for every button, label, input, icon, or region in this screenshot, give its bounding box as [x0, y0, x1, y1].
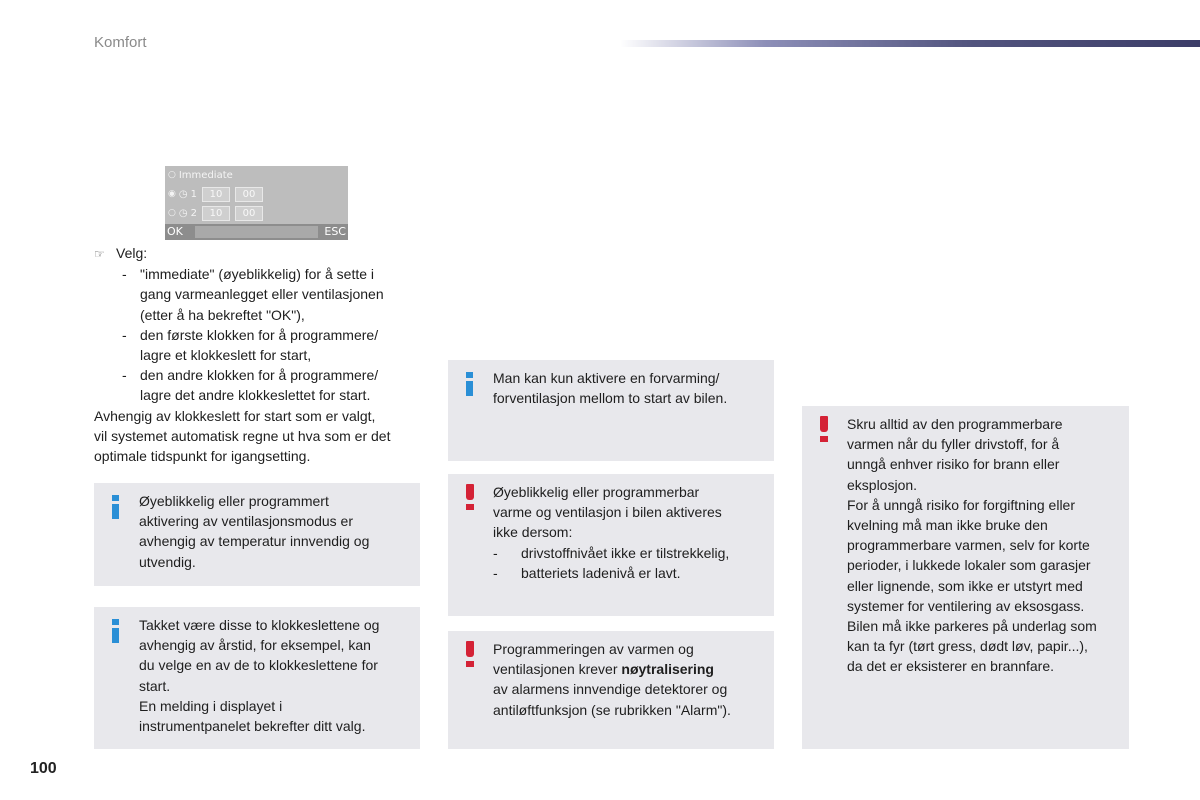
warning-box-conditions: Øyeblikkelig eller programmerbar varme og ventilasjon i bilen aktiveres ikke dersom: - drivstoffnivået ikke er tilstrekkelig, - batteriets ladenivå er lavt. — [448, 474, 774, 616]
instruction-lead: Velg: — [116, 245, 148, 261]
display-ok-label: OK — [167, 225, 183, 238]
warning-box-safety: Skru alltid av den programmerbare varmen når du fyller drivstoff, for å unngå enhver risiko for brann eller eksplosjon. For å unngå risiko for forgiftning eller kvelning må man ikke bruke den programmerbare varmen, selv for korte perioder, i lukkede lokaler som garasjer eller lignende, som ikke er utstyrt med systemer for ventilering av eksosgass. Bilen må ikke parkeres på underlag som kan ta fyr (tørt gress, dødt løv, papir...), da det er eksisterer en brannfare. — [802, 406, 1129, 749]
timer-2-radio-icon: ○ — [168, 208, 176, 218]
emphasis-neutralization: nøytralisering — [621, 661, 714, 678]
display-button-bar — [165, 224, 348, 240]
closing-paragraph: Avhengig av klokkeslett for start som er valgt, — [94, 407, 376, 424]
option-item-immediate: - "immediate" (øyeblikkelig) for å sette i — [122, 266, 375, 283]
timer-1-minute-field: 00 — [235, 187, 263, 202]
info-box-activation: Øyeblikkelig eller programmert aktivering av ventilasjonsmodus er avhengig av temperatur innvendig og utvendig. — [94, 483, 420, 586]
immediate-row — [168, 166, 233, 184]
timer-row-1 — [168, 185, 263, 203]
condition-item-battery: - batteriets ladenivå er lavt. — [493, 564, 681, 581]
timer-2-hour-field: 10 — [202, 206, 230, 221]
option-item-second-clock: - den andre klokken for å programmere/ — [122, 367, 379, 384]
info-icon — [465, 372, 475, 396]
warning-icon — [819, 416, 829, 442]
info-box-preheating: Man kan kun aktivere en forvarming/ forventilasjon mellom to start av bilen. — [448, 360, 774, 461]
instructions-text: ☞ Velg: - "immediate" (øyeblikkelig) for å sette i gang varmeanlegget eller ventilasjonen (etter å ha bekreftet "OK"), - den første klokken for å programmere/ lagre et klokkeslett for start, - den andre klokken for å programmere/ lagre det andre klokkeslettet for start. Avhengig av klokkeslett for start som er valgt, vil systemet automatisk regne ut hva som er det optimale tidspunkt for igangsetting. — [94, 243, 424, 466]
option-item-first-clock: - den første klokken for å programmere/ — [122, 326, 379, 343]
page-header-title: Komfort — [94, 34, 147, 51]
condition-item-fuel: - drivstoffnivået ikke er tilstrekkelig, — [493, 544, 730, 561]
display-esc-label: ESC — [324, 225, 346, 238]
header-decorative-bar — [620, 40, 1200, 47]
warning-box-alarm: Programmeringen av varmen og ventilasjonen krever nøytralisering av alarmens innvendige detektorer og antiløftfunksjon (se rubrikken "Alarm"). — [448, 631, 774, 749]
heating-display-screen — [165, 166, 348, 240]
timer-number: 1 — [190, 188, 197, 200]
info-box-two-clocks: Takket være disse to klokkeslettene og avhengig av årstid, for eksempel, kan du velge en av de to klokkeslettene for start. En melding i displayet i instrumentpanelet bekrefter ditt valg. — [94, 607, 420, 749]
timer-number: 2 — [190, 207, 197, 219]
timer-row-2 — [168, 204, 263, 222]
display-button-bar-fill — [195, 226, 318, 238]
warning-icon — [465, 641, 475, 667]
timer-1-radio-icon: ◉ — [168, 189, 176, 199]
warning-icon — [465, 484, 475, 510]
info-icon — [111, 619, 121, 643]
immediate-label: Immediate — [178, 169, 233, 181]
clock-icon: ◷ — [178, 207, 188, 219]
timer-1-hour-field: 10 — [202, 187, 230, 202]
info-icon — [111, 495, 121, 519]
immediate-radio-icon: ○ — [168, 170, 176, 180]
page-number: 100 — [30, 760, 57, 777]
clock-icon: ◷ — [178, 188, 188, 200]
pointing-hand-icon: ☞ — [94, 247, 105, 261]
timer-2-minute-field: 00 — [235, 206, 263, 221]
